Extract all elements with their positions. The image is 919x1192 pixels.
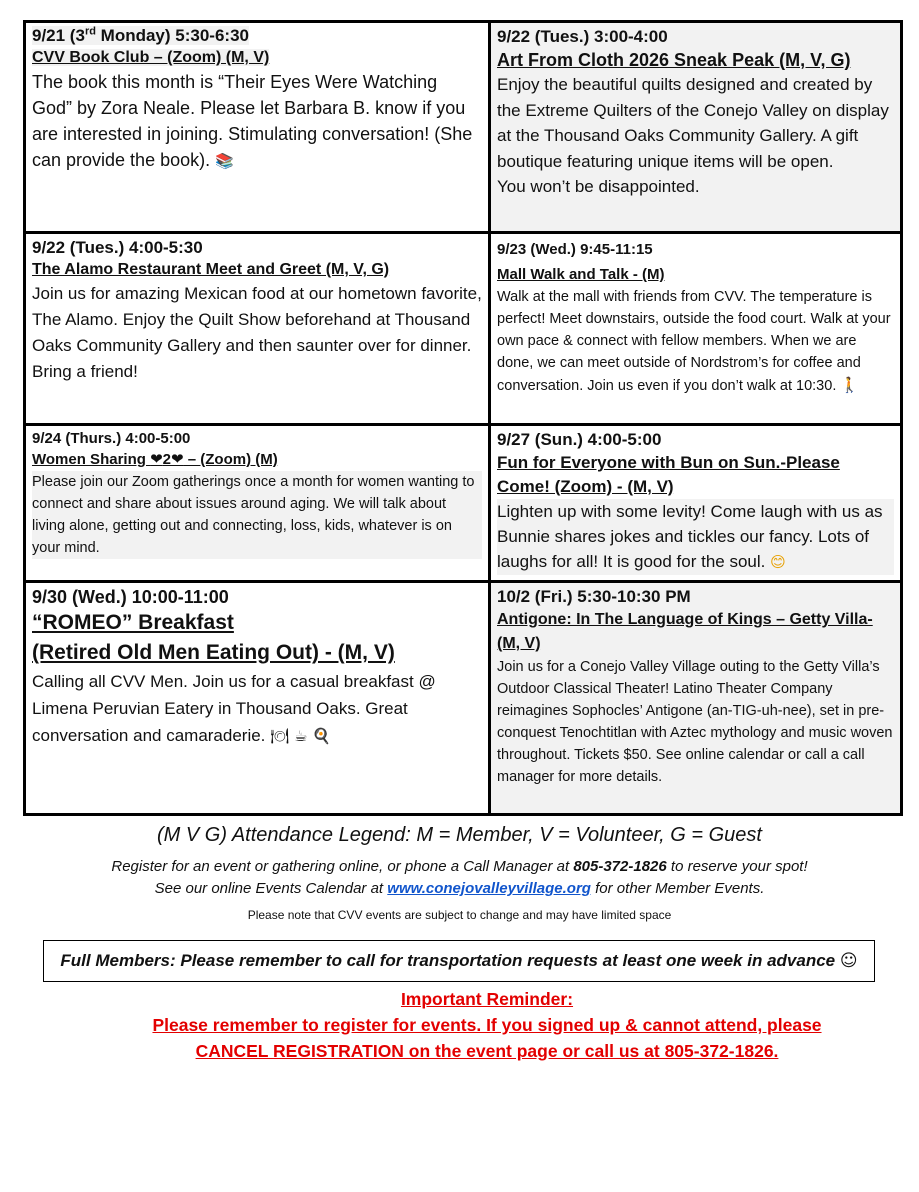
events-row [26,23,903,234]
coffee-icon: ☕ [293,727,308,745]
event-cell [26,426,491,580]
event-date: 9/30 (Wed.) 10:00-11:00 [32,587,229,607]
event-description: Walk at the mall with friends from CVV. The temperature is perfect! Meet downstairs, outside the food court. Walk at your own pace & connect with fellow members. When we are done, we can meet outside of Nordstrom’s for coffee and conversation. Join us even if you don’t walk at 10:30. 🚶 [497,289,891,394]
phone-number: 805-372-1826 [573,858,667,875]
events-row [26,234,903,426]
reminder-line: CANCEL REGISTRATION on the event page or call us at 805-372-1826. [195,1041,779,1061]
events-row [26,583,903,816]
event-description: Calling all CVV Men. Join us for a casual breakfast @ Limena Peruvian Eatery in Thousand Oaks. Great conversation and camaraderie. 🍽 ☕ 🍳 [32,672,436,745]
events-table [23,20,903,816]
reminder-heading: Important Reminder: [400,989,574,1009]
event-description: Join us for amazing Mexican food at our hometown favorite, The Alamo. Enjoy the Quilt Show beforehand at Thousand Oaks Community Gallery and then saunter over for dinner. Bring a friend! [32,284,482,381]
event-cell [491,426,903,580]
event-title: Mall Walk and Talk - (M) [497,266,665,283]
event-date: 9/22 (Tues.) 3:00-4:00 [497,27,668,46]
smiley-icon: 😊 [770,553,786,571]
plate-icon: 🍽 [270,727,290,745]
event-description: Lighten up with some levity! Come laugh with us as Bunnie shares jokes and tickles our fancy. Lots of laughs for all! It is good for the soul. 😊 [497,499,894,575]
event-date: 9/21 (3rd Monday) 5:30-6:30 [32,25,249,45]
event-date: 9/23 (Wed.) 9:45-11:15 [497,241,653,258]
reminder-line: Please remember to register for events. If you signed up & cannot attend, please [152,1015,822,1035]
event-cell [491,234,903,423]
event-date: 10/2 (Fri.) 5:30-10:30 PM [497,587,691,606]
event-description: Join us for a Conejo Valley Village outing to the Getty Villa’s Outdoor Classical Theater! Latino Theater Company reimagines Sophocles’ Antigone (an-TIG-uh-nee), set in pre-conquest Tenochtitlan with Aztec mythology and music woven throughout. Tickets $50. See online calendar or call a call manager for more details. [497,659,893,785]
event-description: Enjoy the beautiful quilts designed and created by the Extreme Quilters of the Conejo Valley on display at the Thousand Oaks Community Gallery. A gift boutique featuring unique items will be open. You won’t be disappointed. [497,75,889,196]
event-title: “ROMEO” Breakfast (Retired Old Men Eating Out) - (M, V) [32,611,395,664]
events-row [26,426,903,583]
event-description: Please join our Zoom gatherings once a month for women wanting to connect and share about issues around aging. We will talk about living alone, getting out and connecting, loss, kids, whatever is on your mind. [32,471,482,559]
books-icon: 📚 [215,152,234,170]
event-date: 9/24 (Thurs.) 4:00-5:00 [32,430,191,447]
event-title: CVV Book Club – (Zoom) (M, V) [32,49,270,66]
calendar-info: See our online Events Calendar at www.conejovalleyvillage.org for other Member Events. [154,880,765,897]
event-date: 9/22 (Tues.) 4:00-5:30 [32,238,203,257]
event-date: 9/27 (Sun.) 4:00-5:00 [497,430,662,449]
events-note: Please note that CVV events are subject to change and may have limited space [247,908,672,922]
smiley-icon: ☺ [839,951,858,971]
event-title: Art From Cloth 2026 Sneak Peak (M, V, G) [497,50,851,70]
event-cell [26,234,491,423]
event-cell [26,583,491,813]
event-title: Antigone: In The Language of Kings – Getty Villa- (M, V) [497,611,873,652]
heart-icon: ❤ [150,451,163,468]
event-cell [491,583,903,813]
event-title: Women Sharing ❤2❤ – (Zoom) (M) [32,451,278,468]
website-link[interactable]: www.conejovalleyvillage.org [387,880,591,897]
heart-icon: ❤ [171,451,184,468]
walking-person-icon: 🚶 [840,376,860,394]
attendance-legend: (M V G) Attendance Legend: M = Member, V = Volunteer, G = Guest [157,824,762,846]
event-title: Fun for Everyone with Bun on Sun.-Please Come! (Zoom) - (M, V) [497,453,840,496]
transportation-box: Full Members: Please remember to call for transportation requests at least one week in advance ☺ [43,940,875,982]
register-info: Register for an event or gathering online, or phone a Call Manager at 805-372-1826 to reserve your spot! [111,858,808,875]
event-cell [26,23,491,231]
event-title: The Alamo Restaurant Meet and Greet (M, V, G) [32,261,390,278]
event-cell [491,23,903,231]
event-description: The book this month is “Their Eyes Were Watching God” by Zora Neale. Please let Barbara B. know if you are interested in joining. Stimulating conversation! (She can provide the book). 📚 [32,72,473,170]
egg-icon: 🍳 [312,727,331,745]
